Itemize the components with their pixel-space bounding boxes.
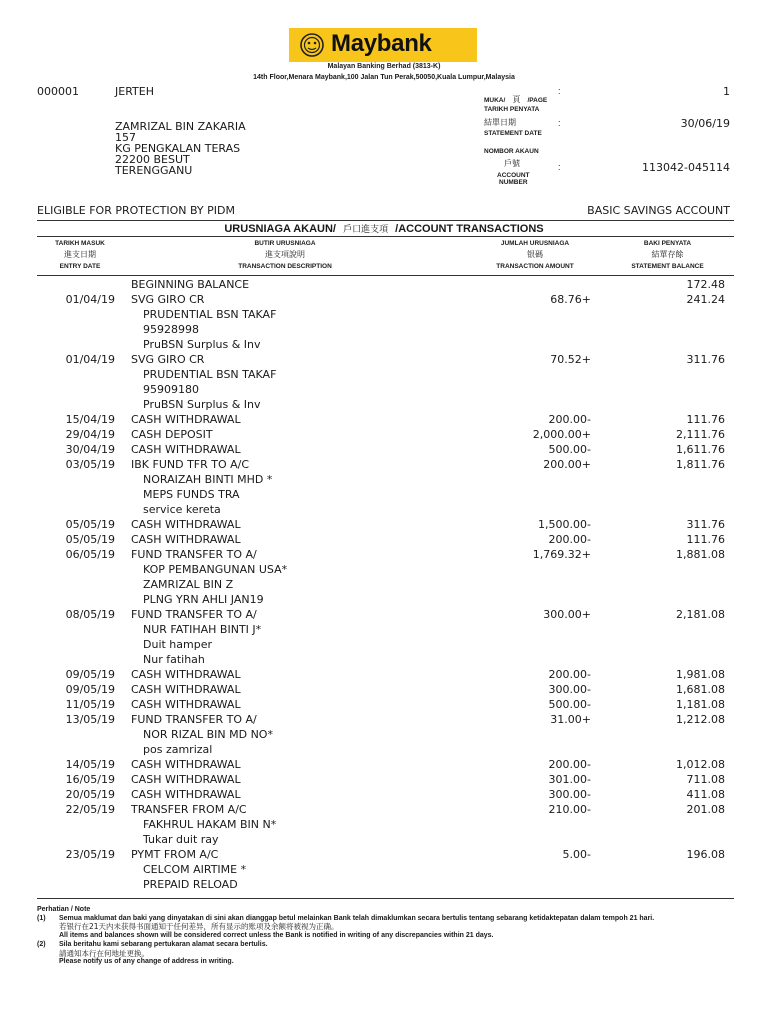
transaction-description: FUND TRANSFER TO A/ [131,548,257,561]
table-row [0,532,768,547]
entry-date: 08/05/19 [65,608,115,621]
statement-balance: 1,881.08 [676,548,725,561]
transaction-description: CASH WITHDRAWAL [131,413,241,426]
table-row [0,472,768,487]
account-number-label-cn: 戶號 [504,159,520,168]
branch-name: JERTEH [115,85,154,98]
table-row [0,727,768,742]
transaction-amount: 70.52+ [550,353,591,366]
entry-date: 05/05/19 [65,518,115,531]
transaction-amount: 300.00- [548,788,591,801]
account-number-label-en1: ACCOUNT [497,172,530,179]
statement-balance: 111.76 [686,533,725,546]
entry-date: 15/04/19 [65,413,115,426]
col-header-amount: JUMLAH URUSNIAGA 银碼 TRANSACTION AMOUNT [496,240,574,270]
transaction-description: CASH WITHDRAWAL [131,668,241,681]
transaction-amount: 200.00- [548,413,591,426]
table-row [0,847,768,862]
transaction-amount: 200.00- [548,533,591,546]
top-rule [37,220,734,221]
transaction-description: 95928998 [143,323,199,336]
table-row [0,292,768,307]
transaction-description: ZAMRIZAL BIN Z [143,578,234,591]
statement-balance: 2,181.08 [676,608,725,621]
statement-date-label-my: TARIKH PENYATA [484,106,540,113]
statement-balance: 241.24 [686,293,725,306]
transaction-amount: 500.00- [548,698,591,711]
entry-date: 14/05/19 [65,758,115,771]
table-row [0,802,768,817]
transactions-table [0,277,768,892]
transaction-description: KOP PEMBANGUNAN USA* [143,563,288,576]
transaction-amount: 1,500.00- [538,518,591,531]
transaction-description: IBK FUND TFR TO A/C [131,458,250,471]
transaction-description: CASH DEPOSIT [131,428,213,441]
transaction-amount: 500.00- [548,443,591,456]
col-header-balance: BAKI PENYATA 結單存餘 STATEMENT BALANCE [631,240,704,270]
address-line-4: TERENGGANU [115,164,193,177]
pidm-protection: ELIGIBLE FOR PROTECTION BY PIDM [37,204,235,217]
statement-balance: 2,111.76 [676,428,725,441]
transaction-description: CASH WITHDRAWAL [131,758,241,771]
page-colon: : [558,86,561,96]
branch-code: 000001 [37,85,79,98]
transaction-amount: 68.76+ [550,293,591,306]
transaction-description: PREPAID RELOAD [143,878,238,891]
transaction-amount: 1,769.32+ [532,548,591,561]
statement-balance: 172.48 [686,278,725,291]
statement-balance: 1,181.08 [676,698,725,711]
transaction-description: TRANSFER FROM A/C [131,803,247,816]
transaction-description: BEGINNING BALANCE [131,278,250,291]
transaction-amount: 210.00- [548,803,591,816]
transaction-description: service kereta [143,503,221,516]
table-row [0,712,768,727]
transaction-description: NOR RIZAL BIN MD NO* [143,728,273,741]
transaction-amount: 5.00- [562,848,591,861]
bank-name: Maybank [331,30,432,57]
table-row [0,622,768,637]
entry-date: 20/05/19 [65,788,115,801]
notes-heading: Perhatian / Note [37,906,91,913]
transaction-description: CASH WITHDRAWAL [131,443,241,456]
statement-balance: 411.08 [686,788,725,801]
statement-balance: 1,212.08 [676,713,725,726]
account-number-value: 113042-045114 [642,161,730,174]
transaction-description: PRUDENTIAL BSN TAKAF [143,308,277,321]
table-row [0,697,768,712]
table-row [0,562,768,577]
transaction-description: Duit hamper [143,638,213,651]
address-line-3: 22200 BESUT [115,153,190,166]
statement-balance: 1,811.76 [676,458,725,471]
transaction-description: FAKHRUL HAKAM BIN N* [143,818,277,831]
statement-balance: 1,981.08 [676,668,725,681]
section-title: URUSNIAGA AKAUN/ 戶口進支項 /ACCOUNT TRANSACTIONS [224,223,544,235]
table-row [0,352,768,367]
table-row [0,502,768,517]
transaction-description: CASH WITHDRAWAL [131,698,241,711]
table-row [0,772,768,787]
table-row [0,517,768,532]
maybank-logo [289,28,477,62]
statement-balance: 311.76 [686,353,725,366]
table-row [0,307,768,322]
statement-balance: 1,012.08 [676,758,725,771]
transaction-amount: 300.00- [548,683,591,696]
table-row [0,757,768,772]
statement-balance: 311.76 [686,518,725,531]
bank-address: 14th Floor,Menara Maybank,100 Jalan Tun Perak,50050,Kuala Lumpur,Malaysia [253,74,515,81]
statement-balance: 201.08 [686,803,725,816]
col-header-entry-date: TARIKH MASUK 進支日期 ENTRY DATE [55,240,105,270]
note-1: (1) Semua maklumat dan baki yang dinyatakan di sini akan dianggap betul melainkan Bank telah dimaklumkan secara bertulis tentang sebarang ketidaktepatan dalam tempoh 21 hari. 若银行在21天内未获得书面通知于任何差异，所有显示的账项及余额将被视为正确。 All items and balances shown will be considered correct unless the Bank is notified in writing of any discrepancies within 21 days. [37,914,655,939]
account-number-colon: : [558,162,561,172]
table-row [0,817,768,832]
transaction-amount: 300.00+ [543,608,591,621]
col-header-description: BUTIR URUSNIAGA 進支項說明 TRANSACTION DESCRIPTION [238,240,332,270]
account-type: BASIC SAVINGS ACCOUNT [587,204,730,217]
statement-balance: 196.08 [686,848,725,861]
statement-balance: 1,681.08 [676,683,725,696]
account-number-label-my: NOMBOR AKAUN [484,148,539,155]
transaction-description: NUR FATIHAH BINTI J* [143,623,262,636]
table-row [0,322,768,337]
statement-date-colon: : [558,118,561,128]
transaction-description: SVG GIRO CR [131,293,205,306]
transaction-amount: 200.00- [548,668,591,681]
table-row [0,787,768,802]
table-row [0,442,768,457]
table-row [0,457,768,472]
table-row [0,427,768,442]
entry-date: 23/05/19 [65,848,115,861]
table-row [0,397,768,412]
statement-date-value: 30/06/19 [680,117,730,130]
account-number-label-en2: NUMBER [499,179,528,186]
transaction-description: NORAIZAH BINTI MHD * [143,473,273,486]
transaction-description: CASH WITHDRAWAL [131,788,241,801]
table-row [0,337,768,352]
table-row [0,832,768,847]
address-line-1: 157 [115,131,136,144]
entry-date: 16/05/19 [65,773,115,786]
transaction-description: CASH WITHDRAWAL [131,518,241,531]
entry-date: 09/05/19 [65,683,115,696]
statement-date-label-cn: 結單日期 [484,118,516,127]
table-row [0,367,768,382]
entry-date: 06/05/19 [65,548,115,561]
entry-date: 05/05/19 [65,533,115,546]
table-row [0,487,768,502]
table-row [0,742,768,757]
transaction-description: CASH WITHDRAWAL [131,533,241,546]
statement-balance: 711.08 [686,773,725,786]
transaction-description: CELCOM AIRTIME * [143,863,247,876]
transaction-amount: 2,000.00+ [532,428,591,441]
table-row [0,277,768,292]
transaction-description: SVG GIRO CR [131,353,205,366]
table-row [0,547,768,562]
table-row [0,412,768,427]
table-row [0,637,768,652]
transaction-description: FUND TRANSFER TO A/ [131,608,257,621]
table-row [0,592,768,607]
entry-date: 30/04/19 [65,443,115,456]
entry-date: 11/05/19 [65,698,115,711]
entry-date: 01/04/19 [65,293,115,306]
statement-balance: 111.76 [686,413,725,426]
transaction-description: PRUDENTIAL BSN TAKAF [143,368,277,381]
transaction-description: Tukar duit ray [143,833,219,846]
table-row [0,667,768,682]
note-2: (2) Sila beritahu kami sebarang pertukaran alamat secara bertulis. 請通知本行在何地址更换。 Please notify us of any change of address in writing. [37,941,268,965]
transaction-amount: 301.00- [548,773,591,786]
customer-name: ZAMRIZAL BIN ZAKARIA [115,120,246,133]
bottom-rule [37,898,734,899]
notes-section [37,906,737,967]
entry-date: 22/05/19 [65,803,115,816]
table-row [0,607,768,622]
transaction-description: PYMT FROM A/C [131,848,219,861]
table-row [0,682,768,697]
entry-date: 01/04/19 [65,353,115,366]
transaction-description: MEPS FUNDS TRA [143,488,240,501]
table-row [0,652,768,667]
statement-balance: 1,611.76 [676,443,725,456]
address-line-2: KG PENGKALAN TERAS [115,142,241,155]
table-row [0,382,768,397]
transaction-amount: 31.00+ [550,713,591,726]
entry-date: 03/05/19 [65,458,115,471]
entry-date: 09/05/19 [65,668,115,681]
transaction-description: FUND TRANSFER TO A/ [131,713,257,726]
statement-date-label-en: STATEMENT DATE [484,130,542,137]
transaction-description: CASH WITHDRAWAL [131,683,241,696]
header-rule [37,236,734,237]
entry-date: 29/04/19 [65,428,115,441]
transaction-description: CASH WITHDRAWAL [131,773,241,786]
table-row [0,862,768,877]
transaction-amount: 200.00- [548,758,591,771]
bank-registration: Malayan Banking Berhad (3813-K) [327,63,441,70]
columns-rule [37,275,734,276]
page-number: 1 [723,85,730,98]
transaction-description: PLNG YRN AHLI JAN19 [143,593,264,606]
transaction-description: Nur fatihah [143,653,205,666]
transaction-description: 95909180 [143,383,199,396]
entry-date: 13/05/19 [65,713,115,726]
table-row [0,577,768,592]
transaction-description: pos zamrizal [143,743,213,756]
table-row [0,877,768,892]
page-label: MUKA/ 頁 /PAGE [484,95,548,104]
transaction-description: PruBSN Surplus & Inv [143,398,261,411]
transaction-amount: 200.00+ [543,458,591,471]
transaction-description: PruBSN Surplus & Inv [143,338,261,351]
tiger-head-icon [300,33,324,57]
